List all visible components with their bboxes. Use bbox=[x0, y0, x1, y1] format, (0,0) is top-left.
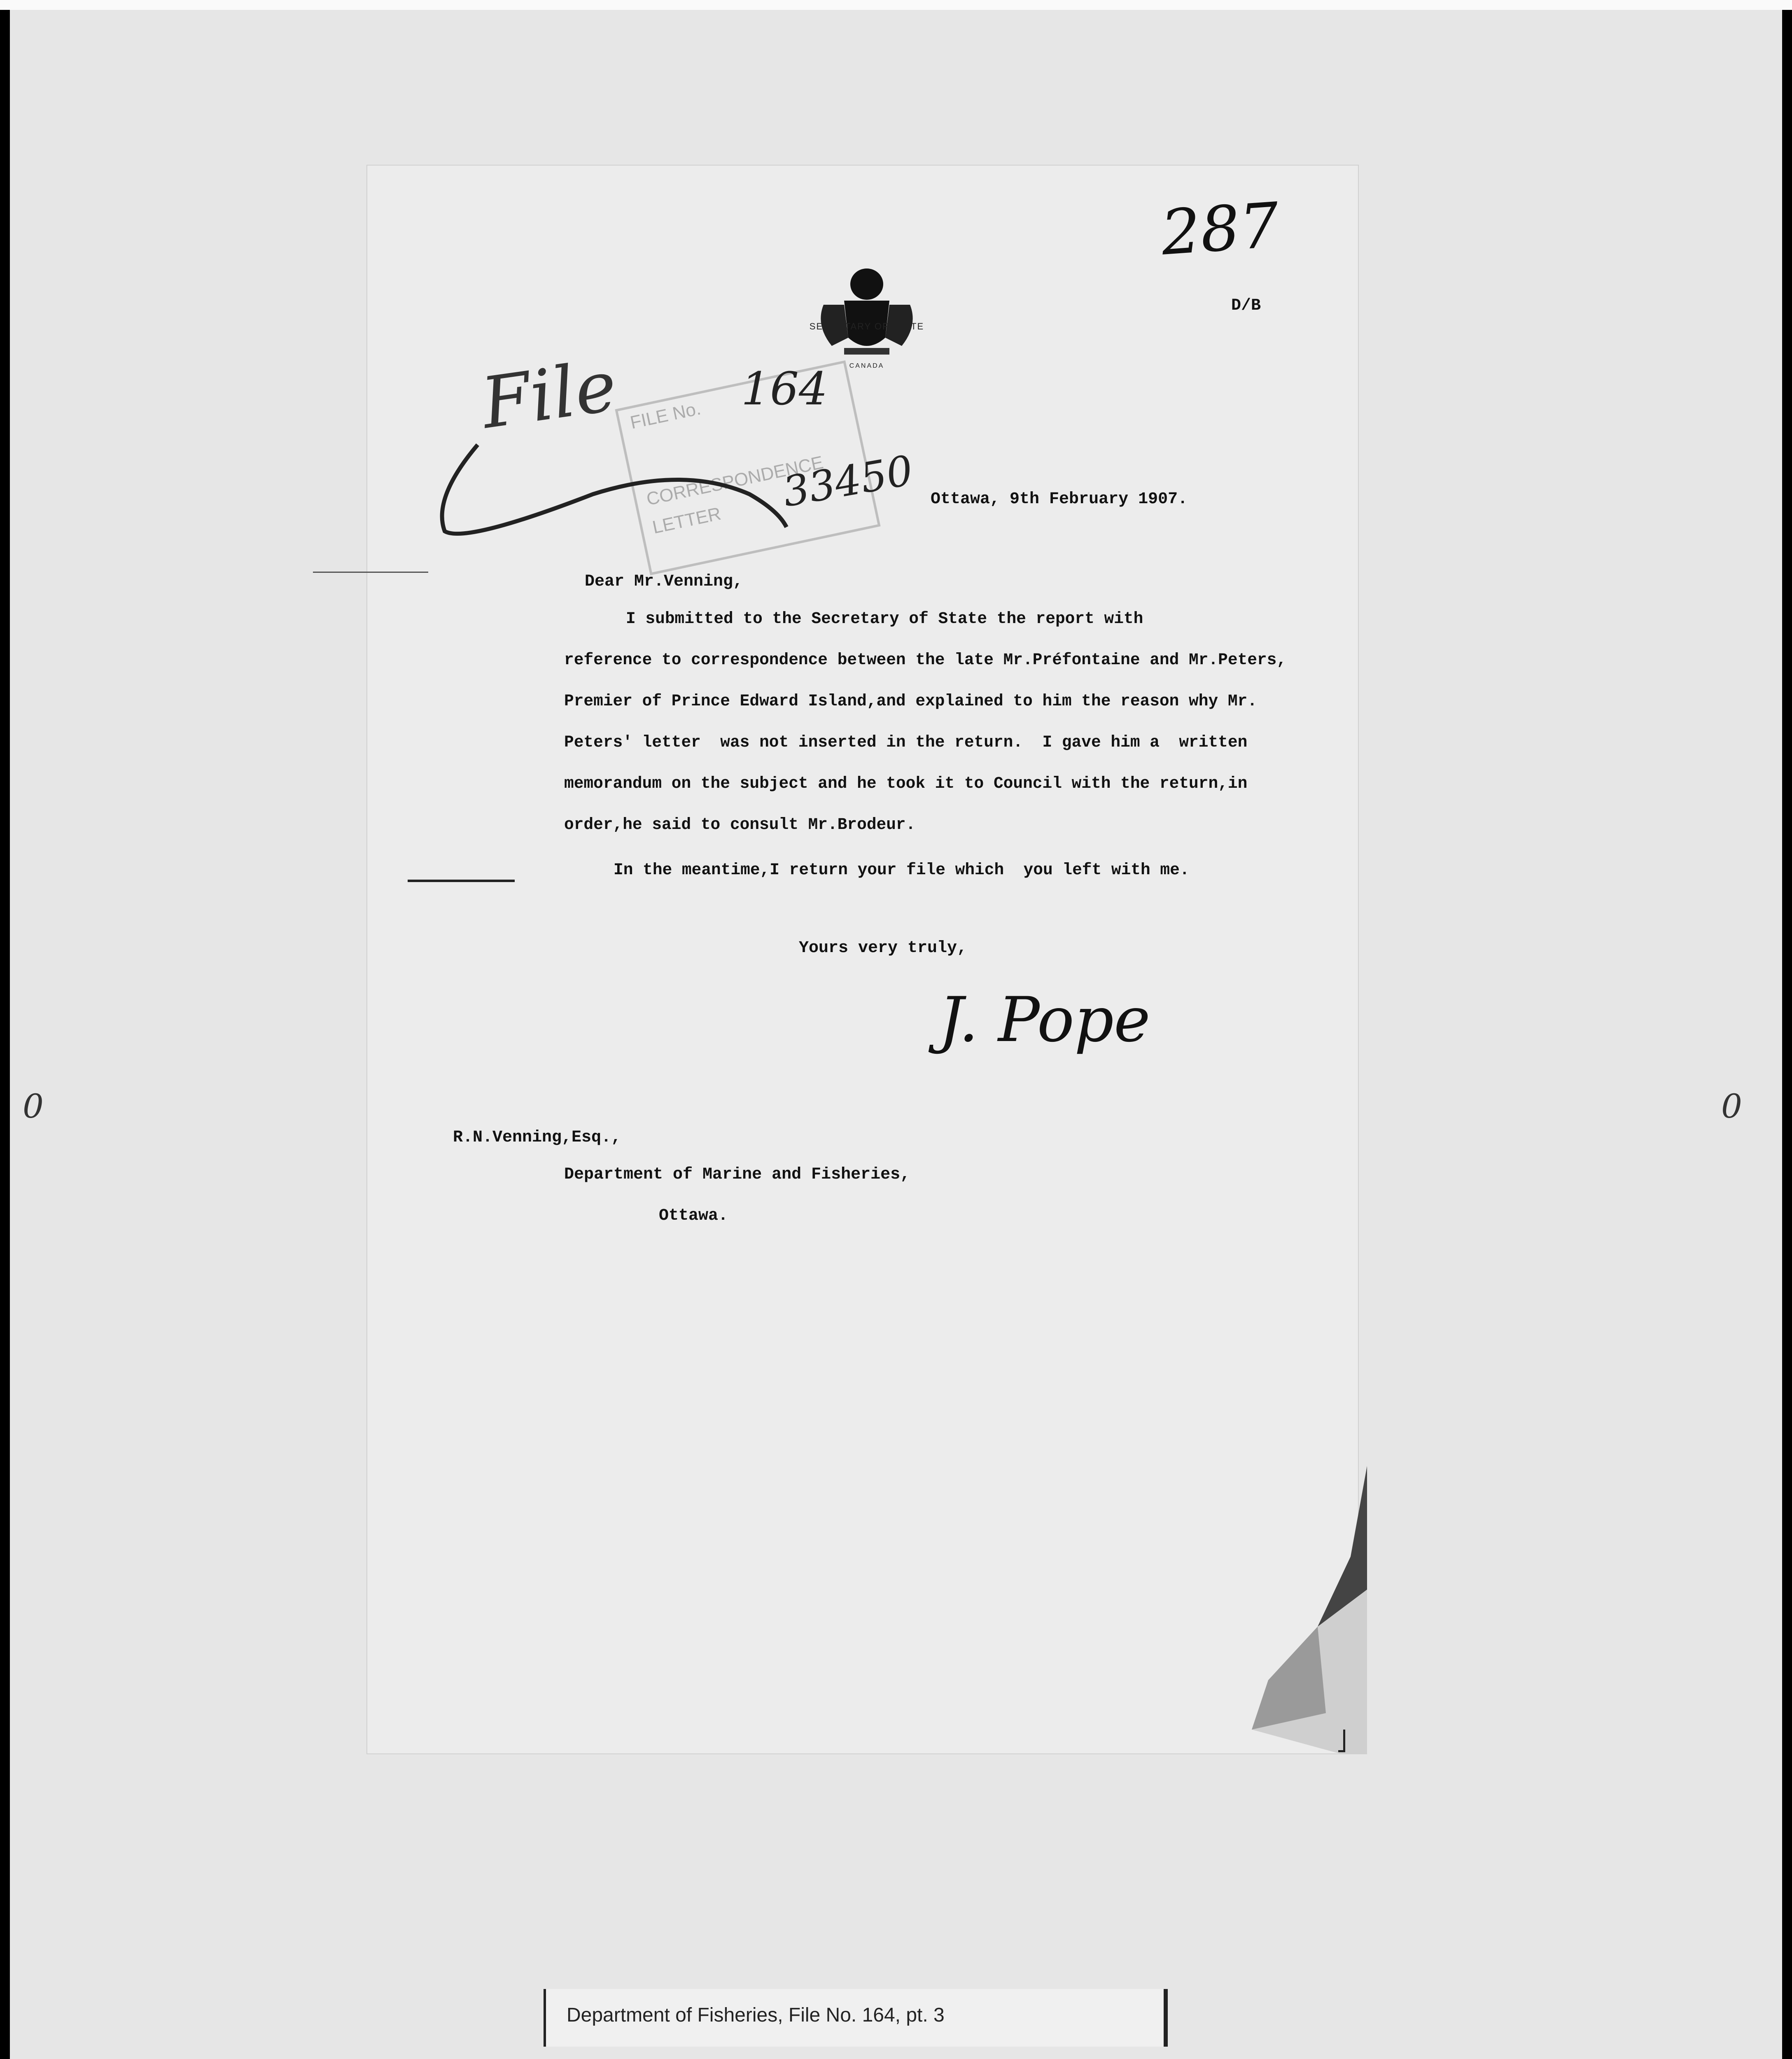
stamp-line: FILE No. bbox=[628, 398, 703, 433]
body-line: order,he said to consult Mr.Brodeur. bbox=[564, 815, 916, 834]
handwritten-flourish bbox=[428, 437, 922, 544]
letterhead-caption: SECRETARY OF STATE bbox=[809, 321, 924, 331]
margin-mark-left: 0 bbox=[23, 1087, 44, 1125]
archive-reference-label bbox=[544, 1989, 1168, 2047]
addressee-city: Ottawa. bbox=[659, 1207, 728, 1225]
margin-mark-right: 0 bbox=[1721, 1087, 1742, 1125]
corner-crop-mark bbox=[1338, 1730, 1345, 1752]
body-line: In the meantime,I return your file which you left with me. bbox=[614, 861, 1190, 879]
archive-reference: Department of Fisheries, File No. 164, pt. 3 bbox=[567, 2004, 945, 2026]
letterhead-country: CANADA bbox=[849, 362, 884, 369]
addressee-name: R.N.Venning,Esq., bbox=[453, 1128, 621, 1147]
body-line: Premier of Prince Edward Island,and explained to him the reason why Mr. bbox=[564, 692, 1257, 710]
margin-rule bbox=[313, 572, 428, 573]
body-line: memorandum on the subject and he took it to Council with the return,in bbox=[564, 774, 1248, 793]
body-line: I submitted to the Secretary of State the report with bbox=[626, 609, 1143, 628]
folio-number: 287 bbox=[1159, 189, 1282, 269]
dateline: Ottawa, 9th February 1907. bbox=[931, 490, 1188, 509]
margin-dash bbox=[408, 880, 515, 882]
royal-crest-icon bbox=[799, 255, 935, 379]
frame-border bbox=[0, 0, 1792, 10]
addressee-department: Department of Marine and Fisheries, bbox=[564, 1165, 910, 1184]
stamp-line: CORRESPONDENCE bbox=[644, 452, 825, 510]
handwritten-reference: 33450 bbox=[779, 446, 917, 516]
closing: Yours very truly, bbox=[799, 939, 967, 957]
handwritten-file: File bbox=[476, 345, 622, 445]
folded-corner bbox=[1244, 1466, 1367, 1754]
handwritten-file-number: 164 bbox=[741, 362, 828, 415]
body-line: reference to correspondence between the late Mr.Préfontaine and Mr.Peters, bbox=[564, 651, 1287, 669]
filing-code: D/B bbox=[1231, 296, 1261, 315]
salutation: Dear Mr.Venning, bbox=[585, 572, 743, 591]
signature: J. Pope bbox=[939, 984, 1150, 1056]
body-line: Peters' letter was not inserted in the return. I gave him a written bbox=[564, 733, 1248, 752]
stamp-line: LETTER bbox=[651, 503, 723, 538]
